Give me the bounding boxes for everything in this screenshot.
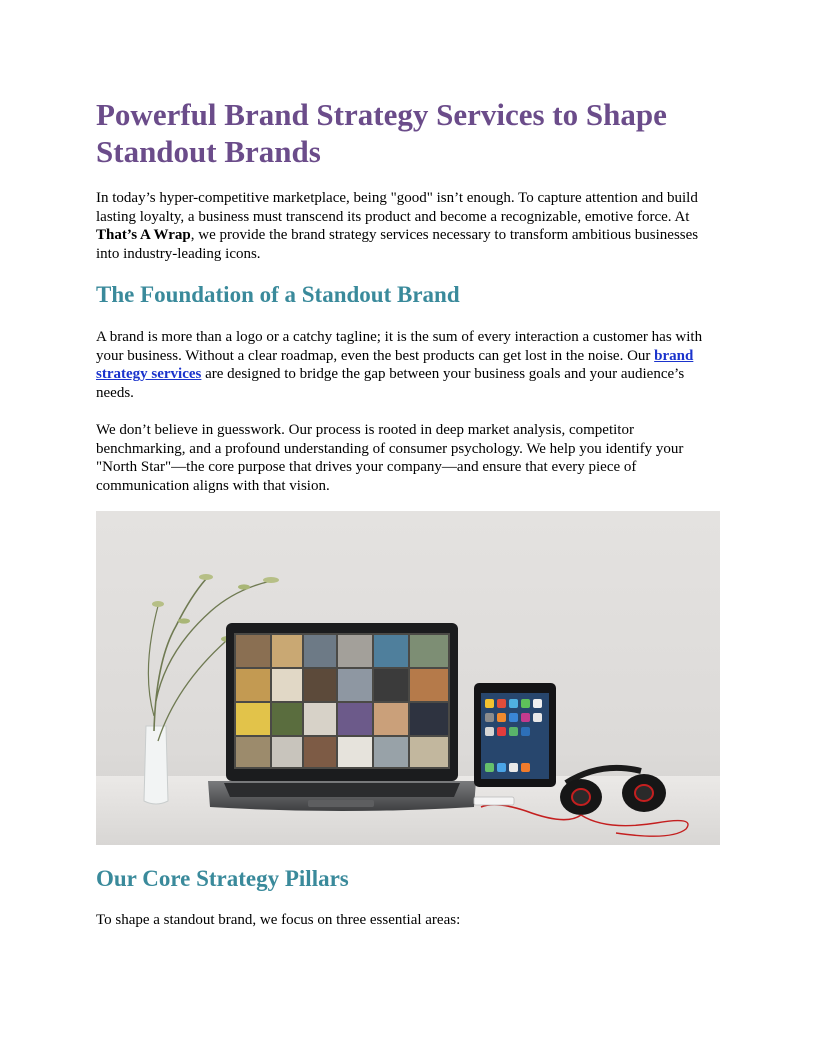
section-heading-foundation: The Foundation of a Standout Brand <box>96 282 460 307</box>
brand-name: That’s A Wrap <box>96 227 191 243</box>
foundation-paragraph-2: We don’t believe in guesswork. Our process is rooted in deep market analysis, competitor benchmarking, and a profound understanding of consumer psychology. We help you identify your "North Star"—the core purpose that drives your company—and ensure that every piece of communication aligns with that vision. <box>96 422 684 494</box>
intro-text-2: , we provide the brand strategy services necessary to transform ambitious businesses into industry-leading icons. <box>96 227 699 262</box>
intro-text-1: In today’s hyper-competitive marketplace, being "good" isn’t enough. To capture attention and build lasting loyalty, a business must transcend its product and become a recognizable, emotive force. At <box>96 190 698 225</box>
section-heading-pillars: Our Core Strategy Pillars <box>96 866 349 891</box>
brand-strategy-services-link[interactable]: brand strategy services <box>96 347 694 382</box>
foundation-paragraph-1 <box>96 328 720 402</box>
laptop <box>208 623 476 811</box>
tablet <box>474 683 556 787</box>
screen-photo-grid <box>236 635 448 767</box>
foundation-text-2: are designed to bridge the gap between your business goals and your audience’s needs. <box>96 366 685 401</box>
intro-paragraph <box>96 189 720 263</box>
pillars-paragraph: To shape a standout brand, we focus on three essential areas: <box>96 912 461 928</box>
hero-photo <box>96 511 720 845</box>
foundation-text-1: A brand is more than a logo or a catchy tagline; it is the sum of every interaction a customer has with your business. Without a clear roadmap, even the best products can get lost in the noise. Our <box>96 329 703 364</box>
page-title: Powerful Brand Strategy Services to Shape Standout Brands <box>96 97 667 169</box>
